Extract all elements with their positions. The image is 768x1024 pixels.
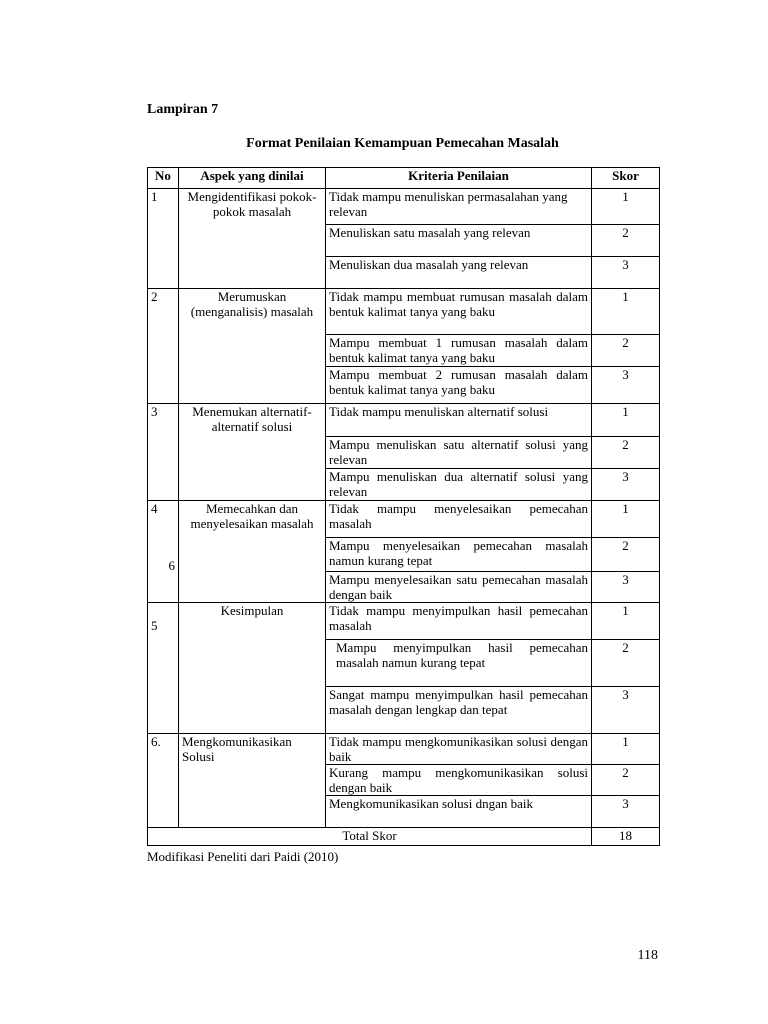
row-number-extra: 6: [168, 558, 175, 573]
aspect-cell: Mengkomunikasikan Solusi: [179, 734, 326, 828]
criteria-cell: Menuliskan satu masalah yang relevan: [326, 225, 592, 257]
table-header-row: [148, 168, 660, 189]
row-number-main: 5: [151, 618, 158, 633]
total-row: [148, 828, 660, 846]
score-cell: 3: [592, 687, 660, 734]
total-value: 18: [592, 828, 660, 846]
document-title: Format Penilaian Kemampuan Pemecahan Masalah: [246, 136, 559, 151]
page-number: 118: [637, 948, 658, 963]
row-number: 4: [148, 501, 179, 603]
criteria-cell: Mampu menyimpulkan hasil pemecahan masalah namun kurang tepat: [326, 640, 592, 687]
criteria-cell: Tidak mampu mengkomunikasikan solusi dengan baik: [326, 734, 592, 765]
row-number: 1: [148, 189, 179, 289]
score-cell: 2: [592, 437, 660, 469]
table-row: [148, 501, 660, 538]
total-label: Total Skor: [148, 828, 592, 846]
score-cell: 3: [592, 572, 660, 603]
assessment-table: [147, 167, 660, 846]
appendix-heading: Lampiran 7: [147, 102, 219, 117]
aspect-cell: Mengidentifikasi pokok-pokok masalah: [179, 189, 326, 289]
score-cell: 1: [592, 189, 660, 225]
criteria-cell: Mengkomunikasikan solusi dngan baik: [326, 796, 592, 828]
row-number: 3: [148, 404, 179, 501]
score-cell: 3: [592, 796, 660, 828]
criteria-cell: Tidak mampu menuliskan alternatif solusi: [326, 404, 592, 437]
header-no: No: [148, 168, 179, 189]
score-cell: 3: [592, 257, 660, 289]
score-cell: 1: [592, 603, 660, 640]
criteria-cell: Menuliskan dua masalah yang relevan: [326, 257, 592, 289]
aspect-cell: Kesimpulan: [179, 603, 326, 734]
criteria-cell: Mampu menuliskan dua alternatif solusi yang relevan: [326, 469, 592, 501]
criteria-cell: Mampu membuat 2 rumusan masalah dalam bentuk kalimat tanya yang baku: [326, 367, 592, 404]
score-cell: 1: [592, 501, 660, 538]
criteria-cell: Tidak mampu menyelesaikan pemecahan masalah: [326, 501, 592, 538]
score-cell: 3: [592, 367, 660, 404]
criteria-cell: Mampu menyelesaikan satu pemecahan masalah dengan baik: [326, 572, 592, 603]
score-cell: 2: [592, 335, 660, 367]
score-cell: 2: [592, 225, 660, 257]
row-number: [148, 558, 179, 734]
score-cell: 2: [592, 640, 660, 687]
table-row: [148, 734, 660, 765]
header-aspect: Aspek yang dinilai: [179, 168, 326, 189]
score-cell: 2: [592, 765, 660, 796]
table-row: [148, 289, 660, 335]
table-row: [148, 603, 660, 640]
table-row: [148, 189, 660, 225]
aspect-cell: Menemukan alternatif-alternatif solusi: [179, 404, 326, 501]
criteria-cell: Tidak mampu menyimpulkan hasil pemecahan masalah: [326, 603, 592, 640]
aspect-cell: Memecahkan dan menyelesaikan masalah: [179, 501, 326, 603]
score-cell: 1: [592, 289, 660, 335]
criteria-cell: Kurang mampu mengkomunikasikan solusi dengan baik: [326, 765, 592, 796]
criteria-cell: Sangat mampu menyimpulkan hasil pemecahan masalah dengan lengkap dan tepat: [326, 687, 592, 734]
header-criteria: Kriteria Penilaian: [326, 168, 592, 189]
criteria-cell: Mampu menyelesaikan pemecahan masalah namun kurang tepat: [326, 538, 592, 572]
criteria-cell: Mampu menuliskan satu alternatif solusi yang relevan: [326, 437, 592, 469]
score-cell: 2: [592, 538, 660, 572]
score-cell: 3: [592, 469, 660, 501]
header-score: Skor: [592, 168, 660, 189]
row-number: 2: [148, 289, 179, 404]
source-note: Modifikasi Peneliti dari Paidi (2010): [147, 849, 339, 864]
score-cell: 1: [592, 734, 660, 765]
criteria-cell: Tidak mampu menuliskan permasalahan yang relevan: [326, 189, 592, 225]
table-row: [148, 404, 660, 437]
row-number: 6.: [148, 734, 179, 828]
criteria-cell: Tidak mampu membuat rumusan masalah dalam bentuk kalimat tanya yang baku: [326, 289, 592, 335]
score-cell: 1: [592, 404, 660, 437]
criteria-cell: Mampu membuat 1 rumusan masalah dalam bentuk kalimat tanya yang baku: [326, 335, 592, 367]
aspect-cell: Merumuskan (menganalisis) masalah: [179, 289, 326, 404]
